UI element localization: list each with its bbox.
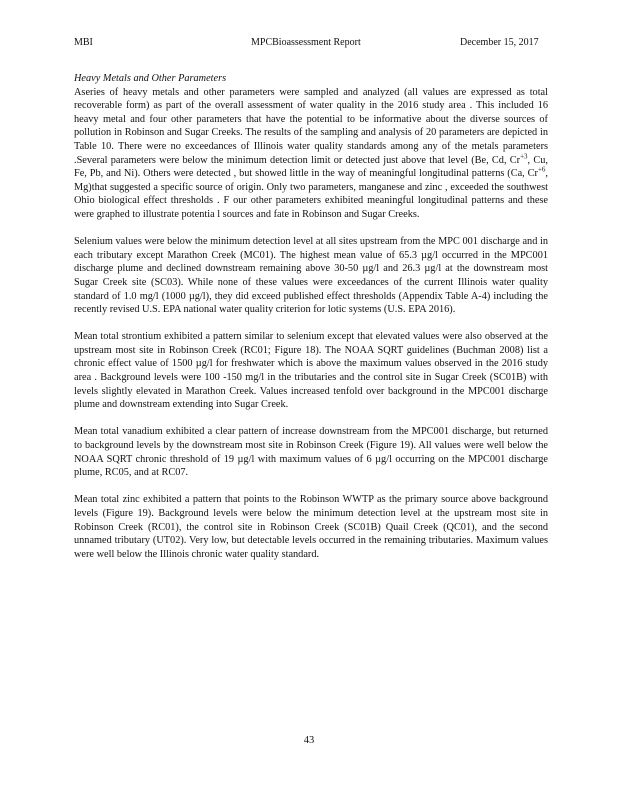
paragraph-strontium: Mean total strontium exhibited a pattern similar to selenium except that elevated values were also observed at the upstream most site in Robinson Creek (RC01; Figure 18). The NOAA SQRT guidelines (Buchman 2008) list a chronic effect value of 1500 µg/l for freshwater which is above the maximum values observed in the 2016 study area . Background levels were 100 -150 mg/l in the tributaries and the control site in Sugar Creek (SC01B) with levels slightly elevated in Marathon Creek. Values increased tenfold over background in the MPC001 discharge plume and downstream extending into Sugar Creek. — [74, 331, 548, 411]
section-heading: Heavy Metals and Other Parameters — [74, 73, 227, 84]
paragraph-selenium: Selenium values were below the minimum detection level at all sites upstream from the MPC 001 discharge and in each tributary except Marathon Creek (MC01). The highest mean value of 65.3 µg/l occurred in the MPC001 discharge plume and declined downstream remaining above 30-50 µg/l and 26.3 µg/l at the downstream most Sugar Creek site (SC03). While none of these values were exceedances of the current Illinois water quality standard of 1.0 mg/l (1000 µg/l), they did exceed published effect thresholds (Appendix Table A-4) including the recently revised U.S. EPA national water quality criterion for lotic systems (U.S. EPA 2016). — [74, 236, 548, 316]
page-number: 43 — [303, 735, 315, 746]
paragraph-heavy-metals-part-3: , Mg)that suggested a specific source of origin. Only two parameters, manganese and zinc , exceeded the southwest Ohio biological effect thresholds . F our other parameters exhibited meaningful longitudinal patterns and these were graphed to illustrate potentia l sources and fate in Robinson and Sugar Creeks. — [74, 168, 548, 220]
chromium-3-superscript: +3 — [520, 152, 528, 161]
header-date: December 15, 2017 — [460, 37, 539, 48]
body-text — [74, 72, 548, 575]
paragraph-heavy-metals-part-2: , Cu, Fe, Pb, and Ni). Others were detected , but showed little in the way of meaningful longitudinal patterns (Ca, Cr — [74, 154, 548, 180]
chromium-6-superscript: +6 — [537, 165, 546, 174]
header-report-title: MPCBioassessment Report — [251, 37, 361, 48]
paragraph-zinc: Mean total zinc exhibited a pattern that points to the Robinson WWTP as the primary source above background levels (Figure 19). Background levels were below the minimum detection level at the upstream most site in Robinson Creek (RC01), the control site in Robinson Creek (SC01B) Quail Creek (QC01), and the second unnamed tributary (UT02). Very low, but detectable levels occurred in the remaining tributaries. Maximum values were well below the Illinois chronic water quality standard. — [74, 494, 548, 560]
paragraph-heavy-metals — [74, 86, 548, 222]
paragraph-heavy-metals-part-1: Aseries of heavy metals and other parameters were sampled and analyzed (all values are expressed as total recoverable form) as part of the overall assessment of water quality in the 2016 study area . This included 16 heavy metal and four other parameters that have the potential to be informative about the diverse sources of pollution in Robinson and Sugar Creeks. The results of the sampling and analysis of 20 parameters are depicted in Table 10. There were no exceedances of Illinois water quality standards among any of the metals parameters .Several parameters were below the minimum detection limit or detected just above that level (Be, Cd, Cr — [74, 86, 548, 166]
paragraph-vanadium: Mean total vanadium exhibited a clear pattern of increase downstream from the MPC001 discharge, but returned to background levels by the downstream most site in Robinson Creek (Figure 19). All values were well below the NOAA SQRT chronic threshold of 19 µg/l with maximum values of 6 µg/l occurring on the MPC001 discharge plume, RC05, and at RC07. — [74, 426, 548, 479]
header-organization: MBI — [74, 37, 93, 48]
